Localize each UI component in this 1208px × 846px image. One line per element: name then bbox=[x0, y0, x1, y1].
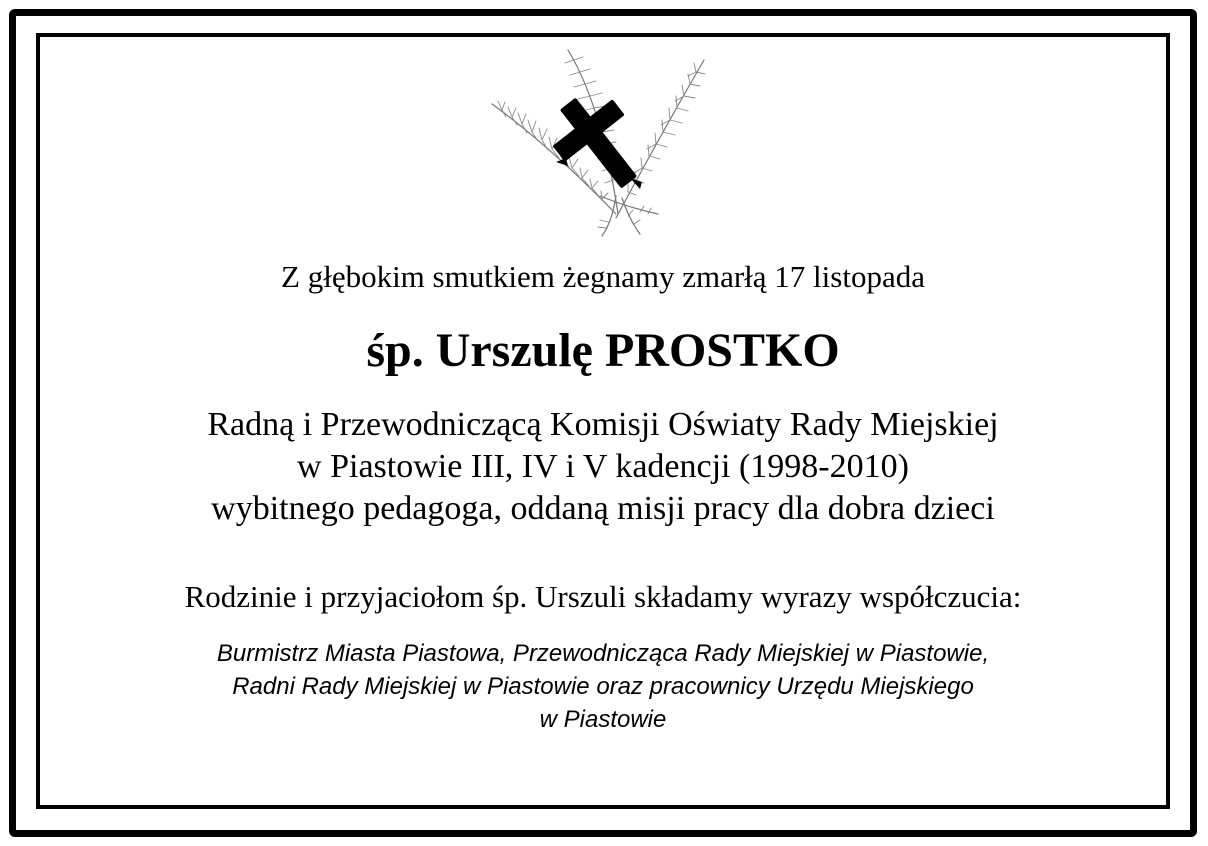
deceased-name: śp. Urszulę PROSTKO bbox=[366, 324, 840, 377]
description-line: w Piastowie III, IV i V kadencji (1998-2010) bbox=[297, 448, 909, 485]
condolence-text: Rodzinie i przyjaciołom śp. Urszuli składamy wyrazy współczucia: bbox=[184, 579, 1022, 614]
description-line: wybitnego pedagoga, oddaną misji pracy dla dobra dzieci bbox=[211, 490, 995, 527]
signature-line: Radni Rady Miejskiej w Piastowie oraz pracownicy Urzędu Miejskiego bbox=[232, 673, 974, 700]
description-line: Radną i Przewodniczącą Komisji Oświaty Rady Miejskiej bbox=[207, 406, 999, 443]
cross-with-fern-icon bbox=[490, 46, 706, 238]
signature-line: w Piastowie bbox=[539, 706, 667, 733]
intro-text: Z głębokim smutkiem żegnamy zmarłą 17 listopada bbox=[281, 259, 925, 294]
signature-line: Burmistrz Miasta Piastowa, Przewodnicząca Rady Miejskiej w Piastowie, bbox=[216, 640, 990, 667]
